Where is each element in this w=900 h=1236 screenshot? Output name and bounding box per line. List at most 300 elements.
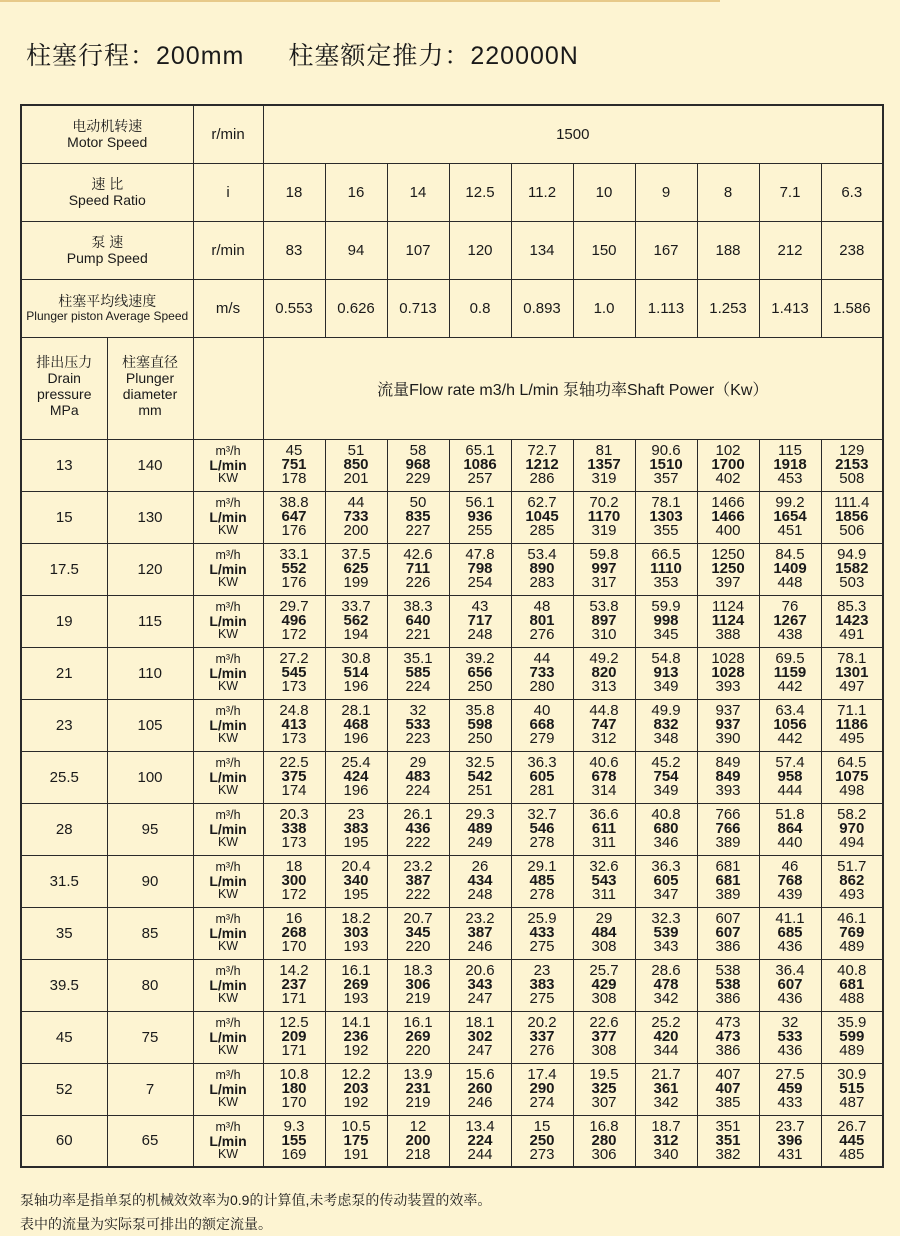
flow-m3h-value: 14.1 (341, 1014, 371, 1031)
shaft-power-value: 313 (591, 678, 617, 695)
value-cell (449, 543, 511, 595)
unit-m3h-label: m³/h (215, 496, 241, 510)
shaft-power-value: 279 (529, 730, 555, 747)
flow-lmin-value: 733 (529, 664, 555, 681)
flow-lmin-value: 640 (405, 612, 431, 629)
unit-m3h-label: m³/h (215, 860, 241, 874)
value-cell (759, 751, 821, 803)
flow-m3h-value: 129 (839, 442, 865, 459)
flow-lmin-value: 1124 (711, 612, 745, 629)
shaft-power-value: 340 (653, 1145, 679, 1163)
flow-m3h-value: 16.8 (589, 1117, 619, 1135)
shaft-power-value: 276 (529, 626, 555, 643)
flow-lmin-value: 1654 (773, 508, 807, 525)
unit-labels-cell (193, 803, 263, 855)
value-cell (573, 959, 635, 1011)
shaft-power-value: 172 (281, 886, 307, 903)
unit-kw-label: KW (217, 679, 239, 693)
flow-m3h-value: 36.3 (651, 858, 681, 875)
value-cell (821, 1063, 883, 1115)
value-cell (573, 699, 635, 751)
flow-m3h-value: 59.9 (651, 598, 681, 615)
flow-lmin-value: 656 (467, 664, 493, 681)
flow-lmin-value: 998 (653, 612, 679, 629)
unit-labels-cell (193, 1063, 263, 1115)
diameter-cell: 110 (107, 647, 193, 699)
shaft-power-value: 173 (281, 730, 307, 747)
flow-m3h-value: 473 (715, 1014, 741, 1031)
flow-lmin-value: 1212 (525, 456, 559, 473)
flow-lmin-value: 1301 (835, 664, 869, 681)
flow-lmin-value: 768 (777, 872, 803, 889)
flow-lmin-value: 433 (529, 924, 555, 941)
shaft-power-value: 397 (715, 574, 741, 591)
unit-kw-label: KW (217, 887, 239, 901)
unit-kw-label: KW (217, 835, 239, 849)
flow-lmin-value: 1856 (835, 508, 869, 525)
unit-labels-cell (193, 699, 263, 751)
value-cell (449, 1011, 511, 1063)
flow-m3h-value: 40 (533, 702, 551, 719)
flow-lmin-value: 303 (343, 924, 369, 941)
flow-lmin-value: 681 (715, 872, 741, 889)
shaft-power-value: 193 (343, 990, 369, 1007)
flow-m3h-value: 15.6 (465, 1066, 495, 1083)
flow-lmin-value: 1170 (587, 508, 621, 525)
flow-m3h-value: 44.8 (589, 702, 619, 719)
diameter-cell: 90 (107, 855, 193, 907)
shaft-power-value: 170 (281, 1094, 307, 1111)
flow-lmin-value: 420 (653, 1028, 679, 1045)
flow-m3h-value: 38.8 (279, 494, 309, 511)
shaft-power-value: 195 (343, 886, 369, 903)
plunger-speed-value: 1.586 (821, 279, 883, 337)
flow-lmin-value: 681 (839, 976, 865, 993)
value-cell (263, 1063, 325, 1115)
flow-m3h-value: 36.4 (775, 962, 805, 979)
shaft-power-value: 275 (529, 990, 555, 1007)
flow-lmin-value: 345 (405, 924, 431, 941)
flow-lmin-value: 1056 (773, 716, 807, 733)
value-cell (449, 803, 511, 855)
shaft-power-value: 487 (839, 1094, 865, 1111)
pressure-cell: 31.5 (21, 855, 107, 907)
flow-lmin-value: 424 (343, 768, 369, 785)
shaft-power-value: 192 (343, 1042, 369, 1059)
flow-m3h-value: 29 (595, 910, 613, 927)
shaft-power-value: 201 (343, 470, 369, 487)
value-cell (387, 855, 449, 907)
flow-lmin-value: 514 (343, 664, 369, 681)
value-cell (325, 1011, 387, 1063)
table-row (21, 595, 883, 647)
flow-lmin-value: 913 (653, 664, 679, 681)
flow-m3h-value: 62.7 (527, 494, 557, 511)
shaft-power-value: 227 (405, 522, 431, 539)
flow-m3h-value: 71.1 (837, 702, 867, 719)
flow-m3h-value: 40.8 (651, 806, 681, 823)
value-cell (635, 1115, 697, 1167)
flow-m3h-value: 111.4 (834, 494, 870, 511)
unit-lmin-label: L/min (209, 613, 247, 629)
unit-labels-cell (193, 595, 263, 647)
flow-m3h-value: 30.8 (341, 650, 371, 667)
flow-m3h-value: 78.1 (651, 494, 681, 511)
flow-m3h-value: 36.6 (589, 806, 619, 823)
value-cell (449, 647, 511, 699)
flow-m3h-value: 35.8 (465, 702, 495, 719)
shaft-power-value: 254 (467, 574, 493, 591)
pump-speed-value: 107 (387, 221, 449, 279)
flow-lmin-value: 968 (405, 456, 431, 473)
shaft-power-value: 345 (653, 626, 679, 643)
flow-m3h-value: 53.8 (589, 598, 619, 615)
value-cell (573, 803, 635, 855)
unit-lmin-label: L/min (209, 509, 247, 525)
value-cell (325, 699, 387, 751)
value-cell (449, 595, 511, 647)
shaft-power-value: 257 (467, 470, 493, 487)
value-cell (573, 543, 635, 595)
flow-lmin-value: 970 (839, 820, 865, 837)
unit-labels-cell (193, 959, 263, 1011)
shaft-power-value: 247 (467, 1042, 493, 1059)
value-cell (697, 439, 759, 491)
flow-m3h-value: 45 (285, 442, 303, 459)
value-cell (635, 855, 697, 907)
shaft-power-value: 508 (839, 470, 865, 487)
flow-lmin-value: 538 (715, 976, 741, 993)
unit-m3h-label: m³/h (215, 1016, 241, 1030)
value-cell (635, 1063, 697, 1115)
pressure-cell: 17.5 (21, 543, 107, 595)
value-cell (697, 907, 759, 959)
pressure-cell: 23 (21, 699, 107, 751)
value-cell (263, 907, 325, 959)
table-row (21, 699, 883, 751)
value-cell (387, 751, 449, 803)
value-cell (511, 855, 573, 907)
value-cell (325, 647, 387, 699)
flow-m3h-value: 59.8 (589, 546, 619, 563)
flow-m3h-value: 28.6 (651, 962, 681, 979)
flow-m3h-value: 29.3 (465, 806, 495, 823)
value-cell (511, 907, 573, 959)
flow-lmin-value: 269 (343, 976, 369, 993)
shaft-power-value: 219 (405, 990, 431, 1007)
value-cell (511, 1011, 573, 1063)
plunger-speed-value: 0.8 (449, 279, 511, 337)
flow-lmin-value: 711 (405, 560, 431, 577)
shaft-power-value: 169 (281, 1145, 307, 1163)
value-cell (697, 595, 759, 647)
shaft-power-value: 306 (591, 1145, 617, 1163)
value-cell (573, 855, 635, 907)
flow-lmin-value: 236 (343, 1028, 369, 1045)
flow-lmin-value: 175 (343, 1131, 369, 1149)
value-cell (511, 647, 573, 699)
value-cell (263, 959, 325, 1011)
flow-lmin-value: 396 (777, 1131, 803, 1149)
value-cell (635, 647, 697, 699)
shaft-power-value: 344 (653, 1042, 679, 1059)
value-cell (325, 491, 387, 543)
value-cell (821, 1011, 883, 1063)
flow-lmin-value: 485 (529, 872, 555, 889)
flow-lmin-value: 383 (343, 820, 369, 837)
flow-m3h-value: 19.5 (589, 1066, 619, 1083)
value-cell (759, 1011, 821, 1063)
flow-lmin-value: 351 (715, 1131, 741, 1149)
shaft-power-value: 389 (715, 834, 741, 851)
shaft-power-value: 314 (591, 782, 617, 799)
flow-lmin-value: 832 (653, 716, 679, 733)
value-cell (449, 855, 511, 907)
flow-m3h-value: 51.7 (837, 858, 867, 875)
shaft-power-value: 307 (591, 1094, 617, 1111)
flow-m3h-value: 56.1 (465, 494, 495, 511)
shaft-power-value: 220 (405, 1042, 431, 1059)
shaft-power-value: 393 (715, 782, 741, 799)
flow-lmin-value: 598 (467, 716, 493, 733)
value-cell (263, 699, 325, 751)
diameter-cell: 100 (107, 751, 193, 803)
shaft-power-value: 286 (529, 470, 555, 487)
unit-m3h-label: m³/h (215, 1119, 241, 1134)
flow-lmin-value: 377 (591, 1028, 617, 1045)
value-cell (325, 855, 387, 907)
value-cell (263, 439, 325, 491)
shaft-power-value: 498 (839, 782, 865, 799)
shaft-power-value: 346 (653, 834, 679, 851)
table-row (21, 959, 883, 1011)
shaft-power-value: 506 (839, 522, 865, 539)
flow-lmin-value: 1110 (650, 560, 682, 577)
flow-m3h-value: 41.1 (775, 910, 805, 927)
shaft-power-value: 276 (529, 1042, 555, 1059)
flow-lmin-value: 387 (405, 872, 431, 889)
flow-lmin-value: 484 (591, 924, 617, 941)
page-heading (26, 36, 579, 72)
flow-lmin-value: 747 (591, 716, 617, 733)
flow-m3h-value: 102 (715, 442, 741, 459)
unit-labels-cell (193, 1115, 263, 1167)
table-row (21, 907, 883, 959)
shaft-power-value: 453 (777, 470, 803, 487)
pressure-cell: 35 (21, 907, 107, 959)
value-cell (511, 751, 573, 803)
flow-lmin-value: 1045 (525, 508, 559, 525)
flow-m3h-value: 46.1 (837, 910, 867, 927)
shaft-power-value: 172 (281, 626, 307, 643)
unit-lmin-label: L/min (209, 769, 247, 785)
value-cell (325, 959, 387, 1011)
flow-lmin-value: 155 (281, 1131, 307, 1149)
flow-m3h-value: 48 (533, 598, 551, 615)
flow-lmin-value: 607 (715, 924, 741, 941)
flow-lmin-value: 678 (591, 768, 617, 785)
shaft-power-value: 491 (839, 626, 865, 643)
unit-m3h-label: m³/h (215, 652, 241, 666)
value-cell (387, 1115, 449, 1167)
value-cell (263, 543, 325, 595)
flow-m3h-value: 681 (715, 858, 741, 875)
flow-lmin-value: 338 (281, 820, 307, 837)
flow-m3h-value: 63.4 (775, 702, 805, 719)
value-cell (759, 1063, 821, 1115)
shaft-power-value: 251 (467, 782, 493, 799)
shaft-power-value: 439 (777, 886, 803, 903)
flow-lmin-value: 751 (281, 456, 307, 473)
shaft-power-value: 503 (839, 574, 865, 591)
diameter-cell: 105 (107, 699, 193, 751)
plunger-speed-value: 0.713 (387, 279, 449, 337)
flow-lmin-value: 302 (467, 1028, 493, 1045)
flow-lmin-value: 478 (653, 976, 679, 993)
shaft-power-value: 224 (405, 782, 431, 799)
shaft-power-value: 224 (405, 678, 431, 695)
speed-ratio-unit: i (193, 163, 263, 221)
diameter-cell: 120 (107, 543, 193, 595)
unit-m3h-label: m³/h (215, 756, 241, 770)
flow-m3h-value: 10.5 (341, 1117, 371, 1135)
flow-m3h-value: 16.1 (341, 962, 371, 979)
shaft-power-value: 273 (529, 1145, 555, 1163)
flow-m3h-value: 25.9 (527, 910, 557, 927)
shaft-power-value: 221 (405, 626, 431, 643)
flow-m3h-value: 37.5 (341, 546, 371, 563)
flow-lmin-value: 203 (343, 1080, 369, 1097)
flow-lmin-value: 250 (529, 1131, 555, 1149)
unit-labels-cell (193, 439, 263, 491)
flow-lmin-value: 545 (281, 664, 307, 681)
flow-m3h-value: 13.4 (465, 1117, 495, 1135)
value-cell (263, 595, 325, 647)
shaft-power-value: 308 (591, 938, 617, 955)
table-row (21, 1011, 883, 1063)
value-cell (821, 595, 883, 647)
flow-m3h-value: 20.7 (403, 910, 433, 927)
diameter-column-header: 柱塞直径 Plunger diameter mm (107, 337, 193, 439)
pressure-cell: 52 (21, 1063, 107, 1115)
value-cell (821, 959, 883, 1011)
motor-speed-row (21, 105, 883, 163)
speed-ratio-value: 16 (325, 163, 387, 221)
shaft-power-value: 247 (467, 990, 493, 1007)
unit-labels-cell (193, 751, 263, 803)
shaft-power-value: 246 (467, 938, 493, 955)
flow-lmin-value: 717 (467, 612, 493, 629)
flow-lmin-value: 668 (529, 716, 555, 733)
speed-ratio-value: 6.3 (821, 163, 883, 221)
plunger-speed-unit: m/s (193, 279, 263, 337)
value-cell (325, 1063, 387, 1115)
value-cell (573, 1063, 635, 1115)
flow-lmin-value: 850 (343, 456, 369, 473)
flow-lmin-value: 1700 (711, 456, 745, 473)
flow-lmin-value: 625 (343, 560, 369, 577)
shaft-power-value: 319 (591, 470, 617, 487)
shaft-power-value: 199 (343, 574, 369, 591)
value-cell (387, 1011, 449, 1063)
flow-lmin-value: 820 (591, 664, 617, 681)
flow-lmin-value: 542 (467, 768, 493, 785)
value-cell (511, 491, 573, 543)
value-cell (511, 543, 573, 595)
table-row (21, 751, 883, 803)
flow-lmin-value: 605 (653, 872, 679, 889)
value-cell (697, 491, 759, 543)
shaft-power-value: 311 (592, 886, 616, 903)
table-row (21, 1063, 883, 1115)
diameter-cell: 85 (107, 907, 193, 959)
shaft-power-value: 275 (529, 938, 555, 955)
shaft-power-value: 310 (591, 626, 617, 643)
flow-lmin-value: 546 (529, 820, 555, 837)
shaft-power-value: 388 (715, 626, 741, 643)
shaft-power-value: 281 (529, 782, 555, 799)
value-cell (697, 647, 759, 699)
flow-m3h-value: 64.5 (837, 754, 867, 771)
shaft-power-value: 489 (839, 938, 865, 955)
flow-m3h-value: 22.6 (589, 1014, 619, 1031)
pump-speed-value: 238 (821, 221, 883, 279)
flow-lmin-value: 585 (405, 664, 431, 681)
value-cell (821, 647, 883, 699)
flow-lmin-value: 300 (281, 872, 307, 889)
shaft-power-value: 436 (777, 938, 803, 955)
unit-column-header (193, 337, 263, 439)
value-cell (759, 491, 821, 543)
flow-lmin-value: 611 (591, 820, 617, 837)
flow-lmin-value: 1075 (835, 768, 869, 785)
speed-ratio-value: 12.5 (449, 163, 511, 221)
shaft-power-value: 246 (467, 1094, 493, 1111)
flow-m3h-value: 29.7 (279, 598, 309, 615)
unit-kw-label: KW (217, 575, 239, 589)
value-cell (449, 699, 511, 751)
value-cell (511, 699, 573, 751)
shaft-power-value: 347 (653, 886, 679, 903)
shaft-power-value: 196 (343, 782, 369, 799)
flow-m3h-value: 12.2 (341, 1066, 371, 1083)
flow-m3h-value: 51.8 (775, 806, 805, 823)
unit-lmin-label: L/min (209, 1081, 247, 1097)
pressure-cell: 28 (21, 803, 107, 855)
flow-m3h-value: 76 (781, 598, 799, 615)
shaft-power-value: 178 (281, 470, 307, 487)
flow-m3h-value: 27.5 (775, 1066, 805, 1083)
flow-m3h-value: 38.3 (403, 598, 433, 615)
speed-ratio-value: 7.1 (759, 163, 821, 221)
value-cell (449, 439, 511, 491)
flow-lmin-value: 429 (591, 976, 617, 993)
flow-lmin-value: 890 (529, 560, 555, 577)
shaft-power-value: 444 (777, 782, 803, 799)
shaft-power-value: 311 (592, 834, 616, 851)
unit-lmin-label: L/min (209, 561, 247, 577)
flow-lmin-value: 387 (467, 924, 493, 941)
flow-m3h-value: 94.9 (837, 546, 867, 563)
unit-lmin-label: L/min (209, 1029, 247, 1045)
diameter-cell: 115 (107, 595, 193, 647)
shaft-power-value: 278 (529, 886, 555, 903)
value-cell (573, 1115, 635, 1167)
flow-m3h-value: 72.7 (527, 442, 557, 459)
flow-lmin-value: 224 (467, 1131, 493, 1149)
flow-lmin-value: 1423 (835, 612, 869, 629)
shaft-power-value: 218 (405, 1145, 431, 1163)
